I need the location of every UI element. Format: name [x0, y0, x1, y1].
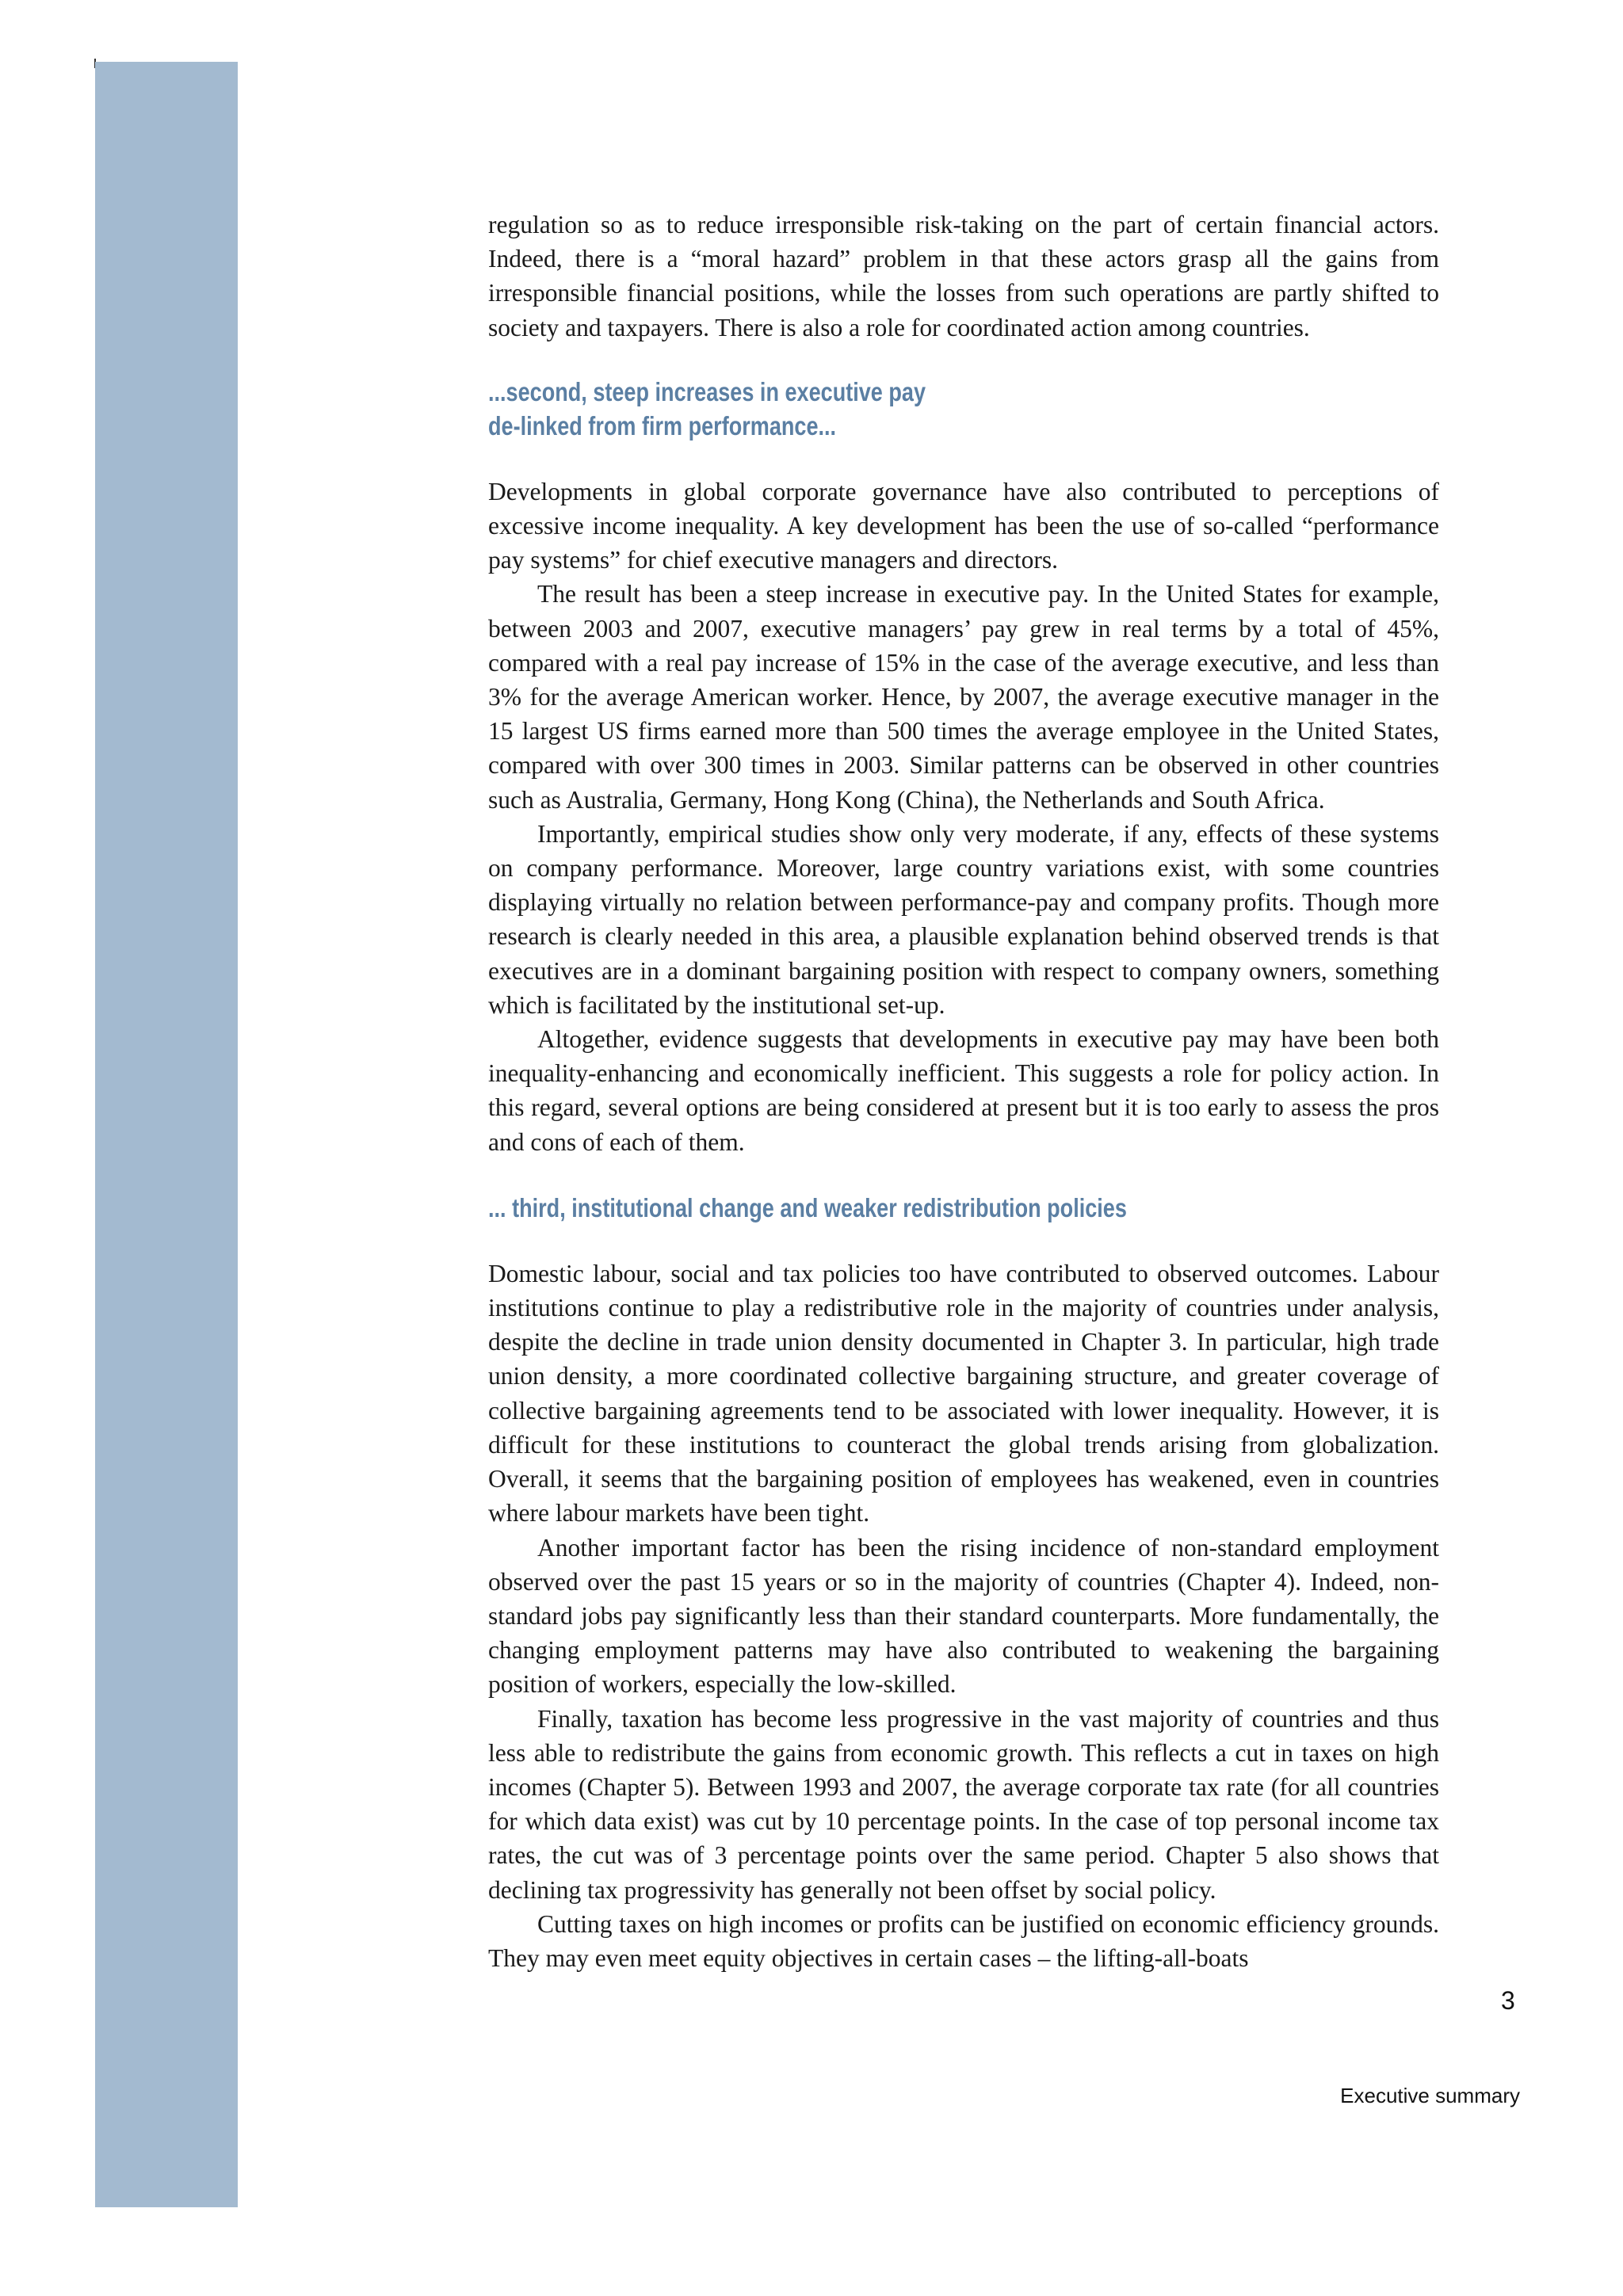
body-paragraph: The result has been a steep increase in executive pay. In the United States for example, between 2003 and 2007, executive managers’ pay grew in real terms by a total of 45%, compared with a real pay increase of 15% in the case of the average executive, and less than 3% for the average American worker. Hence, by 2007, the average executive manager in the 15 largest US firms earned more than 500 times the average employee in the United States, compared with over 300 times in 2003. Similar patterns can be observed in other countries such as Australia, Germany, Hong Kong (China), the Netherlands and South Africa.: [488, 580, 1439, 814]
running-footer: Executive summary: [1340, 2084, 1520, 2107]
body-paragraph: Importantly, empirical studies show only very moderate, if any, effects of these systems on company performance. Moreover, large country variations exist, with some countries displaying virtually no relation between performance-pay and company profits. Though more research is clearly needed in this area, a plausible explanation behind observed trends is that executives are in a dominant bargaining position with respect to company owners, something which is facilitated by the institutional set-up.: [488, 819, 1439, 1019]
body-paragraph: Developments in global corporate governance have also contributed to perceptions of excessive income inequality. A key development has been the use of so-called “performance pay systems” for chief executive managers and directors.: [488, 477, 1439, 574]
intro-paragraph: regulation so as to reduce irresponsible risk-taking on the part of certain financial actors. Indeed, there is a “moral hazard” problem in that these actors grasp all the gains from irresponsible financial positions, while the losses from such operations are partly shifted to society and taxpayers. There is also a role for coordinated action among countries.: [488, 211, 1439, 341]
body-paragraph: Altogether, evidence suggests that developments in executive pay may have been both inequality-enhancing and economically inefficient. This suggests a role for policy action. In this regard, several options are being considered at present but it is too early to assess the pros and cons of each of them.: [488, 1025, 1439, 1156]
body-paragraph: Cutting taxes on high incomes or profits can be justified on economic efficiency grounds. They may even meet equity objectives in certain cases – the lifting-all-boats: [488, 1909, 1439, 1972]
section-heading-line-2: de-linked from firm performance...: [488, 410, 837, 441]
section-heading-line-1: ...second, steep increases in executive pay: [488, 376, 926, 406]
section-heading-executive-pay: [488, 375, 1268, 443]
side-color-band: [95, 62, 238, 2207]
page-number: 3: [1501, 1986, 1515, 2015]
main-text-column: [488, 208, 1439, 1975]
body-paragraph: Domestic labour, social and tax policies too have contributed to observed outcomes. Labour institutions continue to play a redistributive role in the majority of countries under analysis, despite the decline in trade union density documented in Chapter 3. In particular, high trade union density, a more coordinated collective bargaining structure, and greater coverage of collective bargaining agreements tend to be associated with lower inequality. However, it is difficult for these institutions to counteract the global trends arising from globalization. Overall, it seems that the bargaining position of employees has weakened, even in countries where labour markets have been tight.: [488, 1259, 1439, 1527]
body-paragraph: Finally, taxation has become less progressive in the vast majority of countries and thus less able to redistribute the gains from economic growth. This reflects a cut in taxes on high incomes (Chapter 5). Between 1993 and 2007, the average corporate tax rate (for all countries for which data exist) was cut by 10 percentage points. In the case of top personal income tax rates, the cut was of 3 percentage points over the same period. Chapter 5 also shows that declining tax progressivity has generally not been offset by social policy.: [488, 1704, 1439, 1904]
section-heading-institutional-change: ... third, institutional change and weaker redistribution policies: [488, 1192, 1127, 1222]
body-paragraph: Another important factor has been the rising incidence of non-standard employment observed over the past 15 years or so in the majority of countries (Chapter 4). Indeed, non-standard jobs pay significantly less than their standard counterparts. More fundamentally, the changing employment patterns may have also contributed to weakening the bargaining position of workers, especially the low-skilled.: [488, 1533, 1439, 1699]
